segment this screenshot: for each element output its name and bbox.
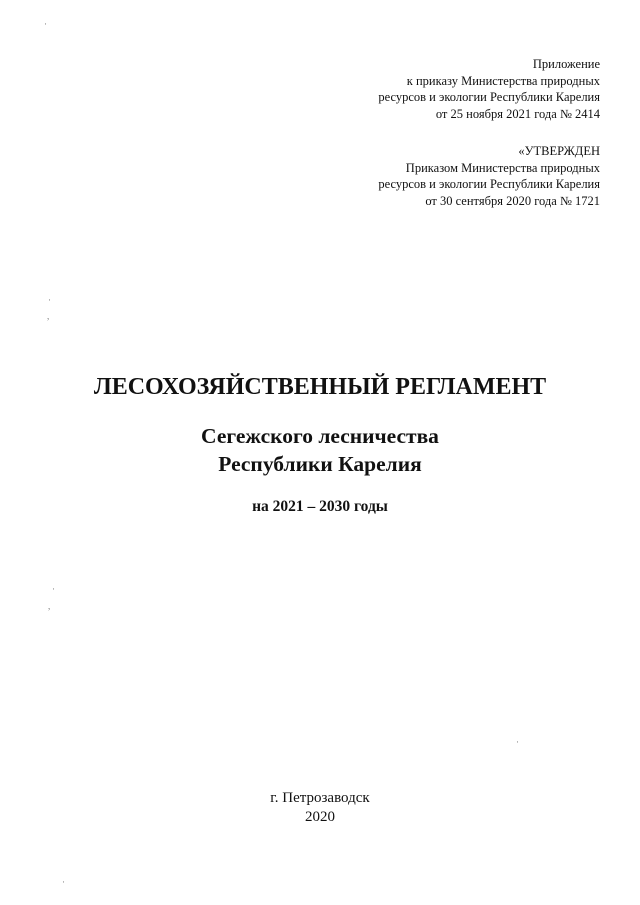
scan-speck: ,: [47, 311, 50, 321]
document-period: на 2021 – 2030 годы: [252, 498, 388, 515]
approval-line: «УТВЕРЖДЕН: [518, 144, 600, 158]
document-subtitle: Сегежского лесничества: [201, 424, 439, 448]
appendix-note: [378, 56, 600, 122]
appendix-line: ресурсов и экологии Республики Карелия: [378, 90, 600, 104]
scan-speck: ·: [52, 584, 55, 594]
approval-line: ресурсов и экологии Республики Карелия: [378, 177, 600, 191]
appendix-line: к приказу Министерства природных: [406, 73, 600, 88]
approval-line: Приказом Министерства природных: [405, 160, 600, 175]
appendix-line: от 25 ноября 2021 года № 2414: [435, 106, 600, 121]
document-subtitle: Республики Карелия: [218, 452, 422, 476]
scan-speck: ,: [48, 601, 51, 611]
document-title: ЛЕСОХОЗЯЙСТВЕННЫЙ РЕГЛАМЕНТ: [93, 374, 547, 400]
scan-speck: ·: [48, 295, 51, 305]
footer-year: 2020: [305, 809, 335, 825]
scan-speck: ·: [62, 877, 65, 887]
footer-city: г. Петрозаводск: [270, 790, 370, 806]
scan-speck: ·: [516, 737, 519, 747]
approval-line: от 30 сентября 2020 года № 1721: [425, 193, 600, 208]
approval-note: [378, 143, 600, 209]
appendix-line: Приложение: [532, 57, 600, 71]
scan-speck: ·: [44, 19, 47, 29]
